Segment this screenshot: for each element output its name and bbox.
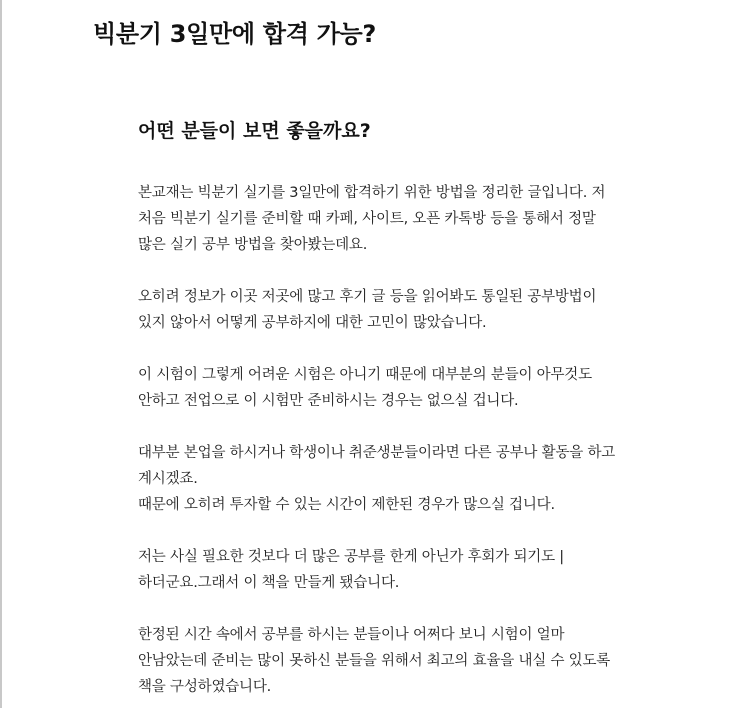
text-line: 많은 실기 공부 방법을 찾아봤는데요. xyxy=(138,237,368,253)
paragraph-6 xyxy=(138,622,668,700)
paragraph-1 xyxy=(138,180,668,258)
text-line: 하더군요.그래서 이 책을 만들게 됐습니다. xyxy=(138,575,400,591)
text-line: 오히려 정보가 이곳 저곳에 많고 후기 글 등을 읽어봐도 통일된 공부방법이 xyxy=(138,289,597,305)
text-line: 처음 빅분기 실기를 준비할 때 카페, 사이트, 오픈 카톡방 등을 통해서 정말 xyxy=(138,211,596,227)
text-line: 있지 않아서 어떻게 공부하지에 대한 고민이 많았습니다. xyxy=(138,315,487,331)
paragraph-5 xyxy=(138,544,668,596)
text-line: 저는 사실 필요한 것보다 더 많은 공부를 한게 아닌가 후회가 되기도 | xyxy=(138,549,564,565)
text-line: 이 시험이 그렇게 어려운 시험은 아니기 때문에 대부분의 분들이 아무것도 xyxy=(138,367,592,383)
text-line: 때문에 오히려 투자할 수 있는 시간이 제한된 경우가 많으실 겁니다. xyxy=(138,497,555,513)
text-line: 책을 구성하였습니다. xyxy=(138,679,272,695)
section-heading: 어떤 분들이 보면 좋을까요? xyxy=(138,120,371,142)
text-line: 안하고 전업으로 이 시험만 준비하시는 경우는 없으실 겁니다. xyxy=(138,393,519,409)
paragraph-3 xyxy=(138,362,668,414)
text-line: 대부분 본업을 하시거나 학생이나 취준생분들이라면 다른 공부나 활동을 하고 xyxy=(138,445,616,461)
text-line: 한정된 시간 속에서 공부를 하시는 분들이나 어쩌다 보니 시험이 얼마 xyxy=(138,627,565,643)
text-line: 본교재는 빅분기 실기를 3일만에 합격하기 위한 방법을 정리한 글입니다. 저 xyxy=(138,185,606,201)
paragraph-2 xyxy=(138,284,668,336)
document-body xyxy=(138,180,668,726)
document-title: 빅분기 3일만에 합격 가능? xyxy=(93,20,377,48)
text-line: 계시겠죠. xyxy=(138,471,198,487)
paragraph-4 xyxy=(138,440,668,518)
text-line: 안남았는데 준비는 많이 못하신 분들을 위해서 최고의 효율을 내실 수 있도록 xyxy=(138,653,611,669)
